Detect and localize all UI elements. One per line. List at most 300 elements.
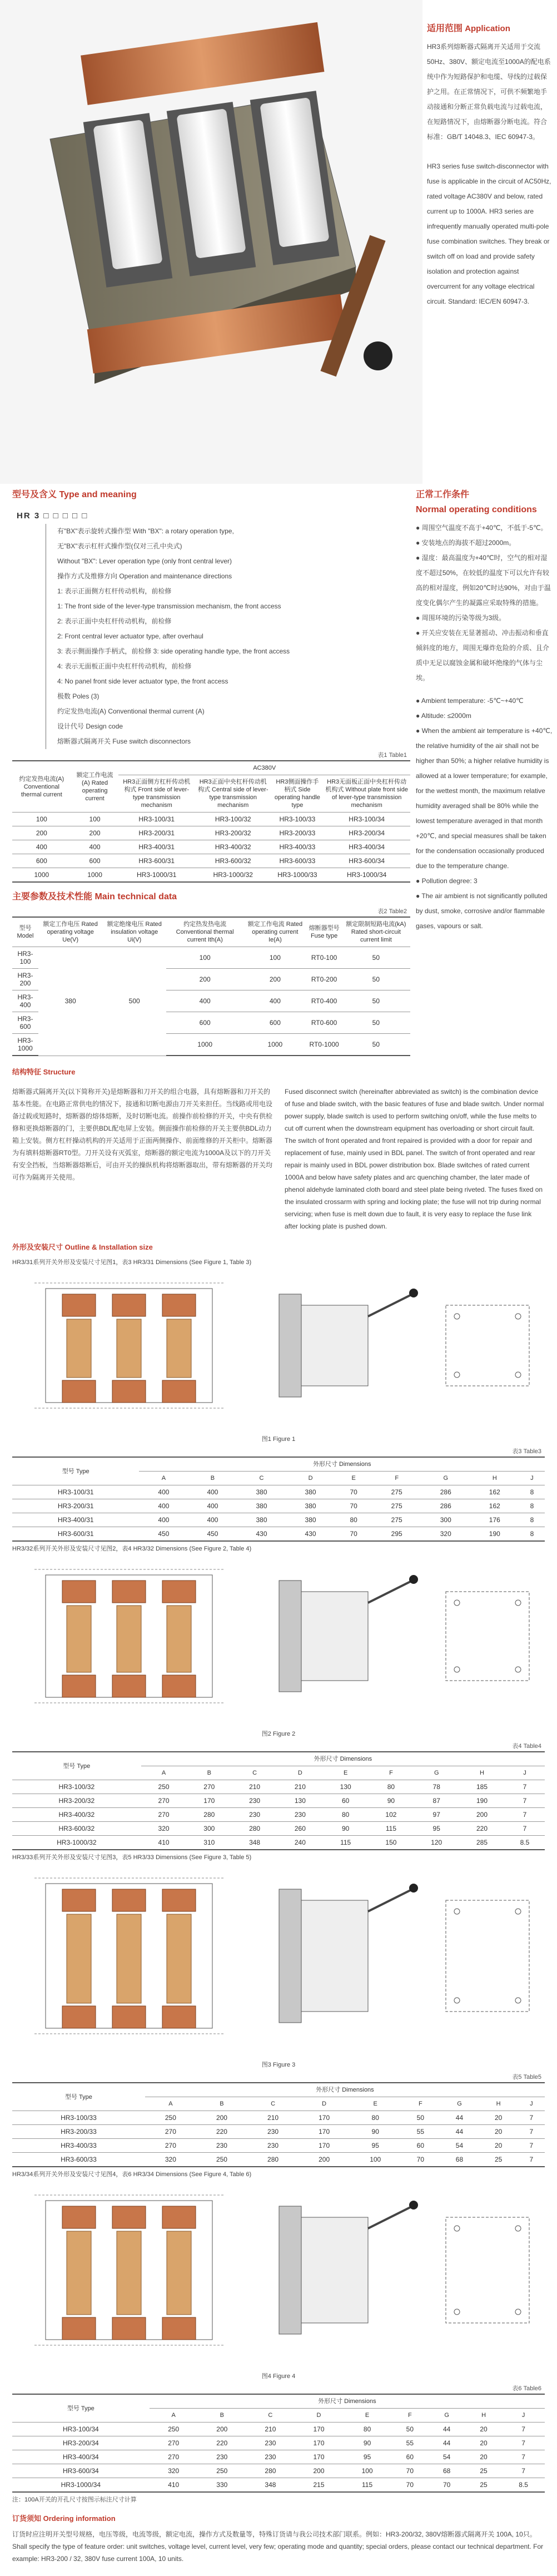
table-row bbox=[12, 813, 410, 826]
t1-group-header: AC380V bbox=[118, 761, 410, 775]
table-row bbox=[12, 2394, 545, 2409]
table-cell: 8 bbox=[519, 1485, 545, 1499]
dims-header: 外形尺寸 Dimensions bbox=[141, 1752, 545, 1766]
table-cell: 600 bbox=[71, 854, 119, 868]
dim-col-header: J bbox=[518, 2097, 545, 2111]
table-row bbox=[12, 826, 410, 840]
table-cell: HR3-200/31 bbox=[12, 1499, 139, 1513]
table-cell: 162 bbox=[470, 1485, 519, 1499]
table-row bbox=[12, 2083, 545, 2097]
table-cell: 230 bbox=[277, 1808, 323, 1822]
outline-group bbox=[0, 1850, 557, 2167]
table-cell: 380 bbox=[286, 1485, 335, 1499]
table-row bbox=[12, 2153, 545, 2167]
table-cell: 410 bbox=[141, 1836, 187, 1850]
condition-item: ● 周围环境的污染等级为3级。 bbox=[416, 614, 506, 622]
table-cell: 200 bbox=[166, 969, 243, 990]
table-cell: 70 bbox=[391, 2464, 428, 2478]
table-cell: 95 bbox=[350, 2139, 401, 2153]
table-cell: RT0-200 bbox=[306, 969, 341, 990]
type-header: 型号 Type bbox=[12, 2083, 145, 2111]
type-title-cn: 型号及含义 bbox=[12, 490, 57, 499]
table-cell: HR3-1000/31 bbox=[118, 868, 195, 883]
table-cell: HR3-100 bbox=[12, 947, 38, 969]
table-cell: 50 bbox=[391, 2423, 428, 2436]
t1-head-2: HR3正面侧方杠杆传动机构式 Front side of lever-type transmission mechanism bbox=[118, 775, 195, 813]
type-line: 约定发热电流(A) Conventional thermal current (A) bbox=[57, 707, 205, 715]
conditions-title-cn: 正常工作条件 bbox=[416, 490, 470, 499]
table-cell: 80 bbox=[335, 1513, 372, 1527]
table-row bbox=[12, 1457, 545, 1472]
table-cell: 215 bbox=[295, 2478, 343, 2493]
table-cell: RT0-600 bbox=[306, 1012, 341, 1034]
table-cell: 90 bbox=[369, 1794, 414, 1808]
table-cell: 100 bbox=[243, 947, 306, 969]
table-cell: RT0-1000 bbox=[306, 1034, 341, 1056]
type-header: 型号 Type bbox=[12, 1752, 141, 1780]
table-cell: 400 bbox=[188, 1485, 237, 1499]
table-cell: 210 bbox=[232, 1780, 277, 1794]
dim-col-header: E bbox=[323, 1766, 369, 1780]
dimension-drawing bbox=[12, 1272, 545, 1430]
table-cell: 115 bbox=[343, 2478, 391, 2493]
table-cell: 185 bbox=[459, 1780, 505, 1794]
outline-heading-wrap bbox=[0, 1232, 557, 1255]
type-header: 型号 Type bbox=[12, 1457, 139, 1485]
t1-head-5: HR3无面板正面中央杠杆传动机构式 Without plate front side of lever-type transmission mechanism bbox=[323, 775, 410, 813]
dimension-table bbox=[12, 1457, 545, 1542]
type-line: 3: 表示侧面操作手柄式，前检修 3: side operating handle type, the front access bbox=[57, 647, 290, 655]
table-cell: 230 bbox=[232, 1808, 277, 1822]
table-cell: 380 bbox=[237, 1499, 286, 1513]
t1-head-3: HR3正面中央杠杆传动机构式 Central side of lever-type transmission mechanism bbox=[195, 775, 272, 813]
table-cell: 600 bbox=[243, 1012, 306, 1034]
application-section bbox=[422, 0, 557, 484]
table-cell: 120 bbox=[414, 1836, 459, 1850]
t2-head-2: 额定绝缘电压 Rated insulation voltage Ui(V) bbox=[102, 917, 166, 947]
table-cell: RT0-400 bbox=[306, 990, 341, 1012]
tech-title-en: Main technical data bbox=[95, 892, 177, 901]
type-meaning-list bbox=[46, 524, 410, 749]
dim-table-body bbox=[12, 1485, 545, 1542]
dim-table-body bbox=[12, 2423, 545, 2493]
table-cell: 50 bbox=[342, 947, 410, 969]
table-cell: 320 bbox=[145, 2153, 196, 2167]
table-cell: 230 bbox=[198, 2450, 246, 2464]
table-cell: 285 bbox=[459, 1836, 505, 1850]
table1-body bbox=[12, 813, 410, 883]
type-section bbox=[0, 484, 410, 1056]
type-line: 无"BX"表示杠杆式操作型(仅对三孔中央式) bbox=[57, 542, 182, 550]
table-cell: 176 bbox=[470, 1513, 519, 1527]
application-text-cn: HR3系列熔断器式隔离开关适用于交流50Hz、380V、额定电流至1000A的配电系统中作为短路保护和电缆、导线的过载保护之用。在正常情况下，可供不频繁地手动接通和分断正常负载电流与过载电流，在短路情况下，由熔断器分断电流。符合标准：GB/T 14048.3、IEC 60947-3。 bbox=[427, 43, 551, 141]
type-line: 4: No panel front side lever actuator type, the front access bbox=[57, 677, 228, 685]
dim-col-header: A bbox=[150, 2409, 198, 2423]
table-cell: 7 bbox=[502, 2464, 545, 2478]
table-cell: 50 bbox=[342, 990, 410, 1012]
table-cell: HR3-600/32 bbox=[12, 1822, 141, 1836]
dimension-drawing bbox=[12, 1558, 545, 1725]
table1-label: 表1 Table1 bbox=[377, 752, 407, 759]
table-cell: HR3-400 bbox=[12, 990, 38, 1012]
table-cell: 400 bbox=[139, 1485, 188, 1499]
table-cell: HR3-400/32 bbox=[12, 1808, 141, 1822]
ordering-text-en: Shall specify the type of feature order: unit switches, voltage level, current level, very few; operating mode and quantity; special orders, please contact our technical department. For example: HR3-200 / 32, 380V fuse current 100A, 10 units. bbox=[12, 2543, 544, 2563]
table-cell: 55 bbox=[391, 2436, 428, 2450]
table-cell: 8.5 bbox=[505, 1836, 545, 1850]
condition-item: ● 周围空气温度不高于+40℃，不低于-5℃。 bbox=[416, 524, 548, 532]
dim-table-label: 表6 Table6 bbox=[512, 2385, 541, 2392]
outline-title-cn: 外形及安装尺寸 bbox=[12, 1243, 63, 1251]
table-cell: 8.5 bbox=[502, 2478, 545, 2493]
dim-table-wrap bbox=[0, 2382, 557, 2506]
table-cell: 200 bbox=[12, 826, 71, 840]
table-cell: 200 bbox=[243, 969, 306, 990]
table-cell: 400 bbox=[139, 1499, 188, 1513]
table-cell: 60 bbox=[401, 2139, 440, 2153]
table-row bbox=[12, 1822, 545, 1836]
outline-groups bbox=[0, 1255, 557, 2506]
type-title-en: Type and meaning bbox=[59, 490, 137, 499]
table-cell: HR3-400/32 bbox=[195, 840, 272, 854]
table-cell: HR3-1000/34 bbox=[12, 2478, 150, 2493]
condition-item: ● The air ambient is not significantly polluted by dust, smoke, corrosive and/or flammable gases, vapours or salt. bbox=[416, 892, 548, 930]
figure-caption: 图1 Figure 1 bbox=[261, 1436, 296, 1443]
table-cell: 295 bbox=[372, 1527, 421, 1542]
table-row bbox=[12, 1794, 545, 1808]
table-cell: 270 bbox=[141, 1794, 187, 1808]
outline-subtitle: HR3/32系列开关外形及安装尺寸见图2，表4 HR3/32 Dimensions (See Figure 2, Table 4) bbox=[12, 1545, 252, 1552]
type-heading bbox=[12, 484, 410, 503]
table-cell: 230 bbox=[246, 2450, 295, 2464]
t1-head-4: HR3侧面操作手柄式 Side operating handle type bbox=[272, 775, 324, 813]
table-cell: 100 bbox=[12, 813, 71, 826]
table-cell: HR3-100/31 bbox=[12, 1485, 139, 1499]
table-cell: HR3-600/34 bbox=[323, 854, 410, 868]
table-cell: 54 bbox=[429, 2450, 465, 2464]
outline-subtitle: HR3/31系列开关外形及安装尺寸见图1，表3 HR3/31 Dimensions (See Figure 1, Table 3) bbox=[12, 1259, 252, 1266]
dim-col-header: H bbox=[479, 2097, 518, 2111]
dim-col-header: J bbox=[505, 1766, 545, 1780]
table-cell: 275 bbox=[372, 1485, 421, 1499]
table-cell: HR3-600/33 bbox=[272, 854, 324, 868]
table-cell: HR3-600/33 bbox=[12, 2153, 145, 2167]
table-row bbox=[12, 868, 410, 883]
dim-col-header: B bbox=[198, 2409, 246, 2423]
t1-head-0: 约定发热电流(A) Conventional thermal current bbox=[12, 761, 71, 813]
table-cell: 280 bbox=[247, 2153, 299, 2167]
table-cell: 270 bbox=[150, 2450, 198, 2464]
table-cell: 200 bbox=[71, 826, 119, 840]
figure bbox=[12, 2184, 545, 2369]
type-line: 极数 Poles (3) bbox=[57, 692, 100, 700]
table-cell: 100 bbox=[343, 2464, 391, 2478]
dim-table-wrap bbox=[0, 1740, 557, 1850]
table-cell: 55 bbox=[401, 2125, 440, 2139]
table-cell: 80 bbox=[369, 1780, 414, 1794]
table-cell: HR3-1000 bbox=[12, 1034, 38, 1056]
table-cell: HR3-400/33 bbox=[12, 2139, 145, 2153]
table-cell: 400 bbox=[12, 840, 71, 854]
structure-heading-wrap bbox=[0, 1056, 557, 1080]
dim-table-body bbox=[12, 2111, 545, 2167]
table-cell: 200 bbox=[299, 2153, 350, 2167]
product-header bbox=[0, 0, 557, 484]
table-cell: 348 bbox=[232, 1836, 277, 1850]
dim-col-header: G bbox=[440, 2097, 479, 2111]
table-cell: 230 bbox=[247, 2139, 299, 2153]
dim-col-header: C bbox=[237, 1472, 286, 1485]
table-cell: HR3-100/34 bbox=[12, 2423, 150, 2436]
dim-table-label: 表3 Table3 bbox=[512, 1448, 541, 1455]
table-row bbox=[12, 1527, 545, 1542]
table-cell: 230 bbox=[247, 2125, 299, 2139]
table-row bbox=[12, 2423, 545, 2436]
dim-col-header: G bbox=[429, 2409, 465, 2423]
table-cell: 170 bbox=[299, 2139, 350, 2153]
table-row bbox=[12, 2450, 545, 2464]
outline-note: 注：100A开关的开孔尺寸按图示标注尺寸计算 bbox=[12, 2496, 137, 2503]
type-code: HR 3 □ □ □ □ □ bbox=[17, 511, 88, 521]
table-cell: 400 bbox=[188, 1513, 237, 1527]
table-cell: 78 bbox=[414, 1780, 459, 1794]
table-cell: HR3-600/31 bbox=[12, 1527, 139, 1542]
dim-col-header: H bbox=[465, 2409, 502, 2423]
table-cell: 600 bbox=[12, 854, 71, 868]
table-cell: 250 bbox=[198, 2464, 246, 2478]
table-row bbox=[12, 947, 410, 969]
table-cell: 7 bbox=[502, 2436, 545, 2450]
table-cell: 95 bbox=[414, 1822, 459, 1836]
table-cell: HR3-600/34 bbox=[12, 2464, 150, 2478]
table-row bbox=[12, 854, 410, 868]
table-cell: 87 bbox=[414, 1794, 459, 1808]
table-cell: 220 bbox=[196, 2125, 247, 2139]
type-line: 有"BX"表示旋转式操作型 With "BX": a rotary operation type, bbox=[57, 527, 234, 535]
table-cell: 200 bbox=[295, 2464, 343, 2478]
table-cell: 240 bbox=[277, 1836, 323, 1850]
dimension-table bbox=[12, 2082, 545, 2167]
table-cell: 170 bbox=[295, 2450, 343, 2464]
structure-text-en: Fused disconnect switch (hereinafter abbreviated as switch) is the combination device of fuse and blade switch, with the basic features of fuse and blade switch. Under normal power supply, blade switch is used to perform switching on/off, while the fuse melts to cut off current when the downstream equipment has overloading or short circuit fault. The switch of front operated and front repaired is provided with a door for repair and replacement of fuse, mainly used in BDL panel. The switch of front operated and rear repair is mainly used in BDL power distribution box. Blade switches of rated current 1000A and below have safety plates and arc quenching chamber, the later made of phenol aldehyde laminated cloth board and steel plate being riveted. The fuses fixed on the insulated crossarm with spring and locking plate; the fuse will not trip during normal servicing; when fuse is melt down due to fault, it is very easy to replace the fuse link after locking plate is pushed down. bbox=[285, 1088, 544, 1230]
ordering-heading bbox=[12, 2509, 545, 2528]
structure-text-cn: 熔断器式隔离开关(以下简称开关)是熔断器和刀开关的组合电器，具有熔断器和刀开关的基本性能。在电路正常供电的情况下，接通和切断电源由刀开关来担任。当线路或用电设备过载或短路时，熔断器的熔体熔断，及时切断电流。前操作前检修的开关，中央有供检修和更换熔断器的门，主要供BDL配电屏上安装。侧面操作前检修的开关主要供BDL动力箱上安装。侧方杠杆操动机构的开关适用于正面两侧操作、前面维修的开关柜中。熔断器为有填料熔断器RT0型。刀开关设有灭弧室，熔断器的额定电流为1000A及以下的刀开关有安全挡板，当熔断器熔断后，可由开关的操纵机构将熔断器取出，带有熔断器的开关均可作为隔离开关使用。 bbox=[12, 1088, 273, 1181]
dim-table-wrap bbox=[0, 1445, 557, 1542]
table-cell: 50 bbox=[342, 1034, 410, 1056]
table-cell: 90 bbox=[343, 2436, 391, 2450]
figure bbox=[12, 1558, 545, 1727]
table-cell: 70 bbox=[335, 1485, 372, 1499]
dimension-table bbox=[12, 2394, 545, 2493]
type-line: Without "BX": Lever operation type (only front central lever) bbox=[57, 557, 232, 565]
table-cell: 1000 bbox=[243, 1034, 306, 1056]
table-cell: 20 bbox=[465, 2436, 502, 2450]
dim-table-wrap bbox=[0, 2071, 557, 2167]
table-cell: 300 bbox=[421, 1513, 470, 1527]
type-line: 操作方式及维修方向 Operation and maintenance directions bbox=[57, 572, 232, 580]
table-cell: 400 bbox=[139, 1513, 188, 1527]
table-cell: 20 bbox=[479, 2139, 518, 2153]
table-cell: HR3-100/32 bbox=[195, 813, 272, 826]
table-cell: 260 bbox=[277, 1822, 323, 1836]
table-cell: HR3-1000/34 bbox=[323, 868, 410, 883]
figure-caption: 图2 Figure 2 bbox=[261, 1731, 296, 1737]
dim-table-head bbox=[12, 1457, 545, 1485]
outline-subtitle: HR3/33系列开关外形及安装尺寸见图3，表5 HR3/33 Dimensions (See Figure 3, Table 5) bbox=[12, 1854, 252, 1861]
table-cell: 20 bbox=[465, 2450, 502, 2464]
tech-title-cn: 主要参数及技术性能 bbox=[12, 892, 93, 901]
t2-head-5: 熔断器型号 Fuse type bbox=[306, 917, 341, 947]
table-cell: 200 bbox=[198, 2423, 246, 2436]
dimension-drawing bbox=[12, 2184, 545, 2367]
table-cell: 275 bbox=[372, 1499, 421, 1513]
type-header: 型号 Type bbox=[12, 2394, 150, 2423]
table-cell: 8 bbox=[519, 1527, 545, 1542]
table2-label: 表2 Table2 bbox=[377, 908, 407, 915]
table-cell: 210 bbox=[247, 2111, 299, 2125]
table-cell: 80 bbox=[343, 2423, 391, 2436]
dim-col-header: B bbox=[186, 1766, 232, 1780]
type-line: 4: 表示无面板正面中央杠杆传动机构，前检修 bbox=[57, 662, 192, 670]
table-cell: 60 bbox=[391, 2450, 428, 2464]
table-cell: 100 bbox=[166, 947, 243, 969]
dim-col-header: D bbox=[295, 2409, 343, 2423]
table-cell: 7 bbox=[518, 2111, 545, 2125]
type-line: 设计代号 Design code bbox=[57, 722, 123, 730]
table-cell: 25 bbox=[465, 2464, 502, 2478]
tech-heading bbox=[12, 886, 410, 905]
table-cell: 100 bbox=[350, 2153, 401, 2167]
table-cell: HR3-400/34 bbox=[12, 2450, 150, 2464]
table-cell: 100 bbox=[71, 813, 119, 826]
table-cell: HR3-100/33 bbox=[272, 813, 324, 826]
table-cell: 250 bbox=[145, 2111, 196, 2125]
dim-col-header: H bbox=[459, 1766, 505, 1780]
table-cell: 286 bbox=[421, 1499, 470, 1513]
table-cell: 348 bbox=[246, 2478, 295, 2493]
ordering-section bbox=[0, 2506, 557, 2576]
dim-col-header: H bbox=[470, 1472, 519, 1485]
ordering-title-en: Ordering information bbox=[43, 2514, 116, 2523]
dim-table-label: 表5 Table5 bbox=[512, 2074, 541, 2080]
table-cell: 280 bbox=[186, 1808, 232, 1822]
table-cell: 7 bbox=[518, 2153, 545, 2167]
table-cell: HR3-200/33 bbox=[12, 2125, 145, 2139]
table-cell: HR3-400/34 bbox=[323, 840, 410, 854]
table-cell: 70 bbox=[401, 2153, 440, 2167]
table-cell: 7 bbox=[518, 2125, 545, 2139]
table-cell: 400 bbox=[188, 1499, 237, 1513]
figure-caption: 图3 Figure 3 bbox=[261, 2062, 296, 2068]
dim-col-header: F bbox=[369, 1766, 414, 1780]
table-cell: 70 bbox=[429, 2478, 465, 2493]
table-cell: 150 bbox=[369, 1836, 414, 1850]
table-cell: 44 bbox=[440, 2111, 479, 2125]
table-row bbox=[12, 1780, 545, 1794]
outline-group bbox=[0, 1255, 557, 1542]
dimension-drawing bbox=[12, 1867, 545, 2056]
fuse-switch-illustration bbox=[0, 0, 422, 484]
dim-col-header: A bbox=[145, 2097, 196, 2111]
table-cell: 7 bbox=[502, 2423, 545, 2436]
table-row bbox=[12, 1499, 545, 1513]
table-cell: 450 bbox=[139, 1527, 188, 1542]
dim-table-body bbox=[12, 1780, 545, 1850]
dim-col-header: C bbox=[246, 2409, 295, 2423]
table-cell: 270 bbox=[145, 2139, 196, 2153]
table-cell: 1000 bbox=[71, 868, 119, 883]
table-cell: 250 bbox=[141, 1780, 187, 1794]
outline-group bbox=[0, 1542, 557, 1850]
table-cell: HR3-1000/33 bbox=[272, 868, 324, 883]
table-cell: 170 bbox=[186, 1794, 232, 1808]
conditions-section bbox=[410, 484, 557, 1056]
table-row bbox=[12, 2478, 545, 2493]
condition-item: ● Altitude: ≤2000m bbox=[416, 712, 471, 720]
application-title-cn: 适用范围 bbox=[427, 24, 463, 33]
table-cell: 210 bbox=[277, 1780, 323, 1794]
table-cell: 330 bbox=[198, 2478, 246, 2493]
ordering-title-cn: 订货须知 bbox=[12, 2514, 42, 2523]
type-line: 1: The front side of the lever-type transmission mechanism, the front access bbox=[57, 602, 281, 610]
figure-caption: 图4 Figure 4 bbox=[261, 2373, 296, 2380]
outline-title-en: Outline & Installation size bbox=[64, 1243, 153, 1251]
table-cell: 380 bbox=[286, 1499, 335, 1513]
table-cell: HR3-200/32 bbox=[195, 826, 272, 840]
t2-head-3: 约定热发热电流 Conventional thermal current Ith(A) bbox=[166, 917, 243, 947]
table-row bbox=[12, 1485, 545, 1499]
dims-header: 外形尺寸 Dimensions bbox=[150, 2394, 545, 2409]
t2-head-0: 型号 Model bbox=[12, 917, 38, 947]
t2-head-1: 额定工作电压 Rated operating voltage Ue(V) bbox=[38, 917, 102, 947]
ordering-text-cn: 订货时应注明开关型号规格，电压等级，电流等级，额定电流，操作方式及数量等，特殊订货请与我公司技术部门联系。例如：HR3-200/32, 380V熔断器式隔离开关 100A, 10只。 bbox=[12, 2530, 536, 2538]
table-row bbox=[12, 2111, 545, 2125]
t1-head-1: 额定工作电流(A) Rated operating current bbox=[71, 761, 119, 813]
table-cell: 20 bbox=[479, 2111, 518, 2125]
table-cell: 70 bbox=[335, 1527, 372, 1542]
dim-col-header: C bbox=[232, 1766, 277, 1780]
table-cell: HR3-200/34 bbox=[323, 826, 410, 840]
table-row bbox=[12, 2464, 545, 2478]
dim-col-header: D bbox=[286, 1472, 335, 1485]
table-cell: 280 bbox=[232, 1822, 277, 1836]
table-cell: HR3-600 bbox=[12, 1012, 38, 1034]
table-cell: 190 bbox=[470, 1527, 519, 1542]
table2 bbox=[12, 917, 410, 1056]
dims-header: 外形尺寸 Dimensions bbox=[145, 2083, 545, 2097]
dim-table-head bbox=[12, 2083, 545, 2111]
dim-col-header: A bbox=[141, 1766, 187, 1780]
table-cell: 275 bbox=[372, 1513, 421, 1527]
table-cell: HR3-100/31 bbox=[118, 813, 195, 826]
table-cell: 7 bbox=[505, 1794, 545, 1808]
table-row bbox=[12, 2125, 545, 2139]
dim-table-label: 表4 Table4 bbox=[512, 1743, 541, 1750]
table-cell: 102 bbox=[369, 1808, 414, 1822]
table-cell: 500 bbox=[102, 947, 166, 1056]
dim-col-header: F bbox=[401, 2097, 440, 2111]
table-cell: 1000 bbox=[166, 1034, 243, 1056]
dim-col-header: B bbox=[188, 1472, 237, 1485]
table-cell: 170 bbox=[299, 2125, 350, 2139]
table-cell: 380 bbox=[237, 1513, 286, 1527]
table-cell: 97 bbox=[414, 1808, 459, 1822]
type-and-conditions bbox=[0, 484, 557, 1056]
t2-head-4: 额定工作电流 Rated operating current Ie(A) bbox=[243, 917, 306, 947]
dim-col-header: C bbox=[247, 2097, 299, 2111]
table-cell: 90 bbox=[323, 1822, 369, 1836]
table-cell: HR3-600/31 bbox=[118, 854, 195, 868]
